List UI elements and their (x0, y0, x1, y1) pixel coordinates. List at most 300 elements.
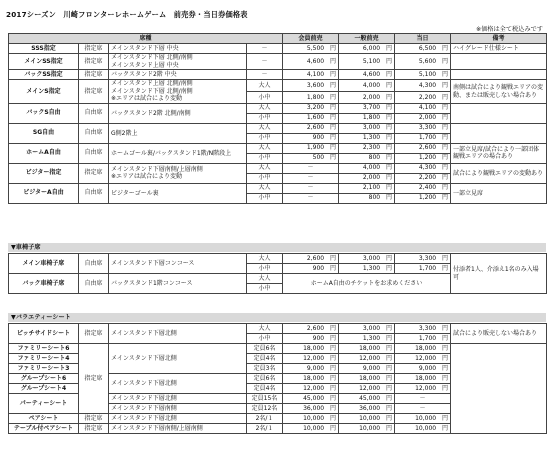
yen-unit: 円 (330, 154, 337, 162)
price-member: 900 円 (283, 264, 339, 274)
yen-unit: 円 (386, 57, 393, 65)
seat-area-line: メインスタンド下層南側/上層南側 (111, 165, 203, 173)
price-member: 45,000 円 (283, 394, 339, 404)
tax-note: ※価格は全て税込みです (475, 26, 543, 33)
seat-name: バックSS指定 (9, 70, 79, 80)
remark-cell (451, 123, 547, 143)
remark-cell: 南側は試合により観戦エリアの変動、または販売しない場合あり (451, 80, 547, 104)
ticket-tier: 大人 (247, 324, 283, 334)
seat-name: ファミリーシート4 (9, 354, 79, 364)
price-general: 1,300 円 (339, 264, 395, 274)
price-general: 4,600 円 (339, 70, 395, 80)
yen-unit: 円 (329, 364, 336, 372)
price-dayof: 3,300 円 (395, 254, 451, 264)
seat-area (109, 424, 247, 434)
yen-unit: 円 (385, 354, 392, 362)
seat-name: グループシート4 (9, 384, 79, 394)
price-member: 12,000 円 (283, 354, 339, 364)
price-general: 800 円 (339, 193, 395, 203)
price-dayof: 5,100 円 (395, 70, 451, 80)
seat-area (109, 143, 247, 163)
price-dayof: 1,700 円 (395, 334, 451, 344)
seat-area-line: バックスタンド2階 中央 (111, 70, 177, 78)
yen-unit: 円 (330, 93, 337, 101)
yen-unit: 円 (386, 144, 393, 152)
remark-cell (451, 54, 547, 70)
table-row (9, 103, 547, 113)
table-header-row (9, 34, 547, 44)
price-member: 2,600 円 (283, 123, 339, 133)
yen-unit: 円 (330, 70, 337, 78)
seat-type: 自由席 (79, 274, 109, 294)
ticket-tier: 定員12名 (247, 404, 283, 414)
yen-unit: 円 (386, 174, 393, 182)
yen-unit: 円 (329, 424, 336, 432)
yen-unit: 円 (386, 184, 393, 192)
seat-type: 指定席 (79, 344, 109, 414)
yen-unit: 円 (442, 81, 449, 89)
table-row (9, 324, 547, 334)
table-row (9, 44, 547, 54)
ticket-tier: 小中 (247, 92, 283, 104)
yen-unit: 円 (385, 384, 392, 392)
yen-unit: 円 (385, 414, 392, 422)
yen-unit: 円 (442, 57, 449, 65)
yen-unit: 円 (442, 144, 449, 152)
price-dayof: 10,000 円 (395, 414, 451, 424)
seat-type: 自由席 (79, 183, 109, 203)
ticket-tier: 大人 (247, 254, 283, 264)
seat-area (109, 324, 247, 344)
price-general: 800 円 (339, 153, 395, 163)
yen-unit: 円 (329, 334, 336, 342)
remark-cell (451, 70, 547, 80)
yen-unit: 円 (441, 424, 448, 432)
price-general: 2,300 円 (339, 143, 395, 153)
yen-unit: 円 (441, 254, 448, 262)
seat-name: ビジターA自由 (9, 183, 79, 203)
yen-unit: 円 (386, 194, 393, 202)
yen-unit: 円 (442, 154, 449, 162)
yen-unit: 円 (441, 384, 448, 392)
remark-cell (451, 103, 547, 123)
header-dayof: 当日 (395, 34, 451, 44)
price-dayof: 4,300 円 (395, 80, 451, 92)
seat-area-line: バックスタンド1階コンコース (111, 279, 193, 287)
yen-unit: 円 (386, 104, 393, 112)
ticket-tier: 定員3名 (247, 364, 283, 374)
ticket-tier: 2名/１ (247, 424, 283, 434)
yen-unit: 円 (329, 354, 336, 362)
header-member: 会員前売 (283, 34, 339, 44)
yen-unit: 円 (441, 414, 448, 422)
seat-type: 指定席 (79, 70, 109, 80)
price-dayof: 18,000 円 (395, 344, 451, 354)
seat-name: ビジター指定 (9, 163, 79, 183)
yen-unit: 円 (442, 114, 449, 122)
yen-unit: 円 (385, 344, 392, 352)
seat-type: 指定席 (79, 80, 109, 104)
price-member: － (283, 183, 339, 193)
merged-note: ホームA自由のチケットをお求めください (283, 274, 451, 294)
yen-unit: 円 (330, 104, 337, 112)
price-member: 10,000 円 (283, 424, 339, 434)
price-member: 500 円 (283, 153, 339, 163)
yen-unit: 円 (330, 124, 337, 132)
table-row (9, 344, 547, 354)
price-dayof: 1,700 円 (395, 133, 451, 143)
yen-unit: 円 (385, 404, 392, 412)
seat-type: 自由席 (79, 254, 109, 274)
price-general: 2,000 円 (339, 92, 395, 104)
yen-unit: 円 (330, 57, 337, 65)
yen-unit: 円 (386, 70, 393, 78)
seat-name: パーティーシート (9, 394, 79, 414)
ticket-tier: 2名/１ (247, 414, 283, 424)
remark-cell: 一部立見席 (451, 183, 547, 203)
yen-unit: 円 (442, 164, 449, 172)
seat-area-line: バックスタンド2階 北側/南側 (111, 109, 191, 117)
ticket-tier: 小中 (247, 334, 283, 344)
section-wheelchair: ▼車椅子席 (8, 243, 546, 252)
price-member: － (283, 193, 339, 203)
price-member: 9,000 円 (283, 364, 339, 374)
yen-unit: 円 (329, 384, 336, 392)
price-dayof: 4,300 円 (395, 163, 451, 173)
price-general: 9,000 円 (339, 364, 395, 374)
seat-type: 指定席 (79, 163, 109, 183)
seat-area: メインスタンド下層北側 (109, 344, 247, 374)
seat-area-line: ※エリアは試合により変動 (111, 173, 183, 181)
seat-name: SSS指定 (9, 44, 79, 54)
yen-unit: 円 (386, 124, 393, 132)
ticket-tier: 小中 (247, 193, 283, 203)
price-general: 10,000 円 (339, 414, 395, 424)
yen-unit: 円 (329, 374, 336, 382)
header-general: 一般前売 (339, 34, 395, 44)
seat-area (109, 44, 247, 54)
price-dayof: 2,200 円 (395, 173, 451, 183)
seat-area-line: ※エリアは試合により変動 (111, 95, 183, 103)
yen-unit: 円 (330, 44, 337, 52)
price-dayof: 3,300 円 (395, 123, 451, 133)
price-member: 18,000 円 (283, 374, 339, 384)
seat-area (109, 274, 247, 294)
yen-unit: 円 (442, 174, 449, 182)
table-row (9, 123, 547, 133)
seat-area-line: メインスタンド下層北側 (111, 329, 177, 337)
price-member: 4,600 円 (283, 54, 339, 70)
yen-unit: 円 (386, 154, 393, 162)
price-dayof: 2,400 円 (395, 183, 451, 193)
seat-name: ピッチサイドシート (9, 324, 79, 344)
ticket-tier: 大人 (247, 183, 283, 193)
seat-name: メインSS指定 (9, 54, 79, 70)
seat-type: 自由席 (79, 103, 109, 123)
yen-unit: 円 (329, 414, 336, 422)
yen-unit: 円 (385, 264, 392, 272)
price-general: 4,000 円 (339, 163, 395, 173)
seat-name: ファミリーシート3 (9, 364, 79, 374)
ticket-tier: 定員4名 (247, 354, 283, 364)
seat-name: テーブル付ペアシート (9, 424, 79, 434)
yen-unit: 円 (442, 44, 449, 52)
section-variety: ▼バラエティーシート (8, 313, 546, 322)
remark-cell (451, 344, 547, 434)
variety-table (8, 323, 547, 434)
seat-area-line: ホームゴール裏/バックスタンド1階/N階段上 (111, 149, 232, 157)
page-title: 2017シーズン 川崎フロンターレホームゲーム 前売券・当日券価格表 (6, 10, 248, 19)
seat-name: SG自由 (9, 123, 79, 143)
table-row (9, 163, 547, 173)
seat-type: 指定席 (79, 44, 109, 54)
yen-unit: 円 (442, 184, 449, 192)
price-dayof: 10,000 円 (395, 424, 451, 434)
price-general: 1,300 円 (339, 133, 395, 143)
seat-area (109, 414, 247, 424)
header-remark: 備考 (451, 34, 547, 44)
ticket-tier: － (247, 70, 283, 80)
price-member: 10,000 円 (283, 414, 339, 424)
remark-cell: 付添者1人、介添え1名のみ入場可 (451, 254, 547, 294)
ticket-tier: 小中 (247, 153, 283, 163)
remark-cell: 一部立見席/試合により一部団体観戦エリアの場合あり (451, 143, 547, 163)
seat-type: 自由席 (79, 143, 109, 163)
yen-unit: 円 (441, 344, 448, 352)
table-row (9, 54, 547, 70)
seat-area: メインスタンド下層北側 (109, 374, 247, 394)
price-dayof: 4,100 円 (395, 103, 451, 113)
seat-type: 指定席 (79, 414, 109, 424)
price-general: 3,000 円 (339, 324, 395, 334)
ticket-tier: 小中 (247, 113, 283, 123)
price-dayof: 2,200 円 (395, 92, 451, 104)
seat-area-line: メインスタンド下層 北側/南側 (111, 54, 193, 61)
yen-unit: 円 (386, 81, 393, 89)
seat-area (109, 183, 247, 203)
seat-type: 指定席 (79, 324, 109, 344)
seat-name: ホームA自由 (9, 143, 79, 163)
seat-area-line: メインスタンド下層 北側/南側 (111, 87, 193, 95)
ticket-tier: 大人 (247, 163, 283, 173)
price-general: 12,000 円 (339, 384, 395, 394)
price-general: 18,000 円 (339, 344, 395, 354)
seat-area (109, 123, 247, 143)
ticket-tier: 大人 (247, 103, 283, 113)
price-dayof: 1,200 円 (395, 193, 451, 203)
price-general: 1,800 円 (339, 113, 395, 123)
yen-unit: 円 (442, 124, 449, 132)
price-member: － (283, 173, 339, 183)
price-member: 2,600 円 (283, 324, 339, 334)
ticket-tier: 定員15名 (247, 394, 283, 404)
price-dayof: 1,700 円 (395, 264, 451, 274)
seat-type: 指定席 (79, 54, 109, 70)
seat-area-line: メインスタンド下層 中央 (111, 44, 179, 52)
price-dayof: 1,200 円 (395, 153, 451, 163)
price-dayof: 2,600 円 (395, 143, 451, 153)
yen-unit: 円 (386, 134, 393, 142)
seat-area (109, 70, 247, 80)
price-general: 4,000 円 (339, 80, 395, 92)
yen-unit: 円 (330, 134, 337, 142)
price-general: 3,700 円 (339, 103, 395, 113)
price-table (8, 33, 547, 204)
price-member: 36,000 円 (283, 404, 339, 414)
ticket-tier: 小中 (247, 284, 283, 294)
table-row (9, 70, 547, 80)
seat-area (109, 54, 247, 70)
ticket-tier: 定員4名 (247, 384, 283, 394)
price-member: 2,600 円 (283, 254, 339, 264)
seat-area-line: メインスタンド下層コンコース (111, 259, 195, 267)
remark-cell: ハイグレード仕様シート (451, 44, 547, 54)
price-member: 3,600 円 (283, 80, 339, 92)
seat-name: グループシート6 (9, 374, 79, 384)
table-row (9, 254, 547, 264)
price-member: 5,500 円 (283, 44, 339, 54)
ticket-tier: 大人 (247, 80, 283, 92)
yen-unit: 円 (386, 93, 393, 101)
ticket-tier: 小中 (247, 264, 283, 274)
yen-unit: 円 (442, 104, 449, 112)
price-member: 900 円 (283, 334, 339, 344)
ticket-tier: 定員6名 (247, 374, 283, 384)
price-general: 5,100 円 (339, 54, 395, 70)
seat-name: メインS指定 (9, 80, 79, 104)
seat-name: メイン車椅子席 (9, 254, 79, 274)
seat-name: バックS自由 (9, 103, 79, 123)
price-member: 4,100 円 (283, 70, 339, 80)
yen-unit: 円 (329, 404, 336, 412)
yen-unit: 円 (385, 334, 392, 342)
yen-unit: 円 (442, 70, 449, 78)
yen-unit: 円 (442, 194, 449, 202)
yen-unit: 円 (441, 354, 448, 362)
remark-cell: 試合により販売しない場合あり (451, 324, 547, 344)
remark-cell: 試合により観戦エリアの変動あり (451, 163, 547, 183)
yen-unit: 円 (330, 144, 337, 152)
price-general: 2,100 円 (339, 183, 395, 193)
seat-area-line: メインスタンド下層北側 (111, 414, 177, 422)
seat-area-line: ビジターゴール裏 (111, 189, 159, 197)
price-dayof: 18,000 円 (395, 374, 451, 384)
ticket-tier: 小中 (247, 133, 283, 143)
price-dayof: － (395, 394, 451, 404)
price-general: 18,000 円 (339, 374, 395, 384)
price-dayof: 9,000 円 (395, 364, 451, 374)
yen-unit: 円 (441, 324, 448, 332)
yen-unit: 円 (442, 93, 449, 101)
price-dayof: 2,000 円 (395, 113, 451, 123)
price-general: 2,000 円 (339, 173, 395, 183)
table-row (9, 80, 547, 92)
table-row (9, 143, 547, 153)
seat-area (109, 163, 247, 183)
price-member: 18,000 円 (283, 344, 339, 354)
yen-unit: 円 (329, 344, 336, 352)
seat-type: 指定席 (79, 424, 109, 434)
yen-unit: 円 (386, 164, 393, 172)
price-general: 36,000 円 (339, 404, 395, 414)
yen-unit: 円 (329, 254, 336, 262)
price-dayof: 6,500 円 (395, 44, 451, 54)
yen-unit: 円 (441, 374, 448, 382)
seat-area (109, 103, 247, 123)
yen-unit: 円 (385, 364, 392, 372)
yen-unit: 円 (442, 134, 449, 142)
price-dayof: 12,000 円 (395, 384, 451, 394)
price-general: 10,000 円 (339, 424, 395, 434)
yen-unit: 円 (385, 374, 392, 382)
seat-area-line: メインスタンド下層南側/上層南側 (111, 424, 203, 432)
yen-unit: 円 (386, 44, 393, 52)
price-dayof: － (395, 404, 451, 414)
yen-unit: 円 (385, 324, 392, 332)
seat-area-line: メインスタンド上層 北側/南側 (111, 80, 193, 88)
price-dayof: 12,000 円 (395, 354, 451, 364)
price-general: 3,000 円 (339, 254, 395, 264)
seat-area (109, 80, 247, 104)
price-member: 3,200 円 (283, 103, 339, 113)
yen-unit: 円 (385, 394, 392, 402)
seat-area: メインスタンド下層北側 (109, 394, 247, 404)
seat-area: メインスタンド下層南側 (109, 404, 247, 414)
price-general: 3,000 円 (339, 123, 395, 133)
ticket-tier: － (247, 54, 283, 70)
seat-name: バック車椅子席 (9, 274, 79, 294)
seat-area (109, 254, 247, 274)
price-general: 1,300 円 (339, 334, 395, 344)
yen-unit: 円 (441, 334, 448, 342)
yen-unit: 円 (329, 324, 336, 332)
ticket-tier: 大人 (247, 143, 283, 153)
seat-area-line: G側2階上 (111, 129, 138, 137)
price-dayof: 3,300 円 (395, 324, 451, 334)
price-member: 900 円 (283, 133, 339, 143)
price-member: 1,900 円 (283, 143, 339, 153)
table-row (9, 183, 547, 193)
seat-name: ファミリーシート6 (9, 344, 79, 354)
seat-type: 自由席 (79, 123, 109, 143)
header-seat: 席種 (9, 34, 283, 44)
seat-name: ペアシート (9, 414, 79, 424)
ticket-tier: 大人 (247, 123, 283, 133)
yen-unit: 円 (329, 394, 336, 402)
yen-unit: 円 (329, 264, 336, 272)
ticket-tier: 大人 (247, 274, 283, 284)
price-member: 12,000 円 (283, 384, 339, 394)
yen-unit: 円 (441, 264, 448, 272)
yen-unit: 円 (441, 364, 448, 372)
ticket-tier: 小中 (247, 173, 283, 183)
price-general: 6,000 円 (339, 44, 395, 54)
ticket-tier: － (247, 44, 283, 54)
price-member: － (283, 163, 339, 173)
wheelchair-table (8, 253, 547, 294)
yen-unit: 円 (385, 424, 392, 432)
price-member: 1,600 円 (283, 113, 339, 123)
price-general: 12,000 円 (339, 354, 395, 364)
price-dayof: 5,600 円 (395, 54, 451, 70)
yen-unit: 円 (386, 114, 393, 122)
ticket-tier: 定員6名 (247, 344, 283, 354)
seat-area-line: メインスタンド上層 中央 (111, 61, 179, 69)
yen-unit: 円 (330, 81, 337, 89)
yen-unit: 円 (385, 254, 392, 262)
yen-unit: 円 (330, 114, 337, 122)
price-general: 45,000 円 (339, 394, 395, 404)
